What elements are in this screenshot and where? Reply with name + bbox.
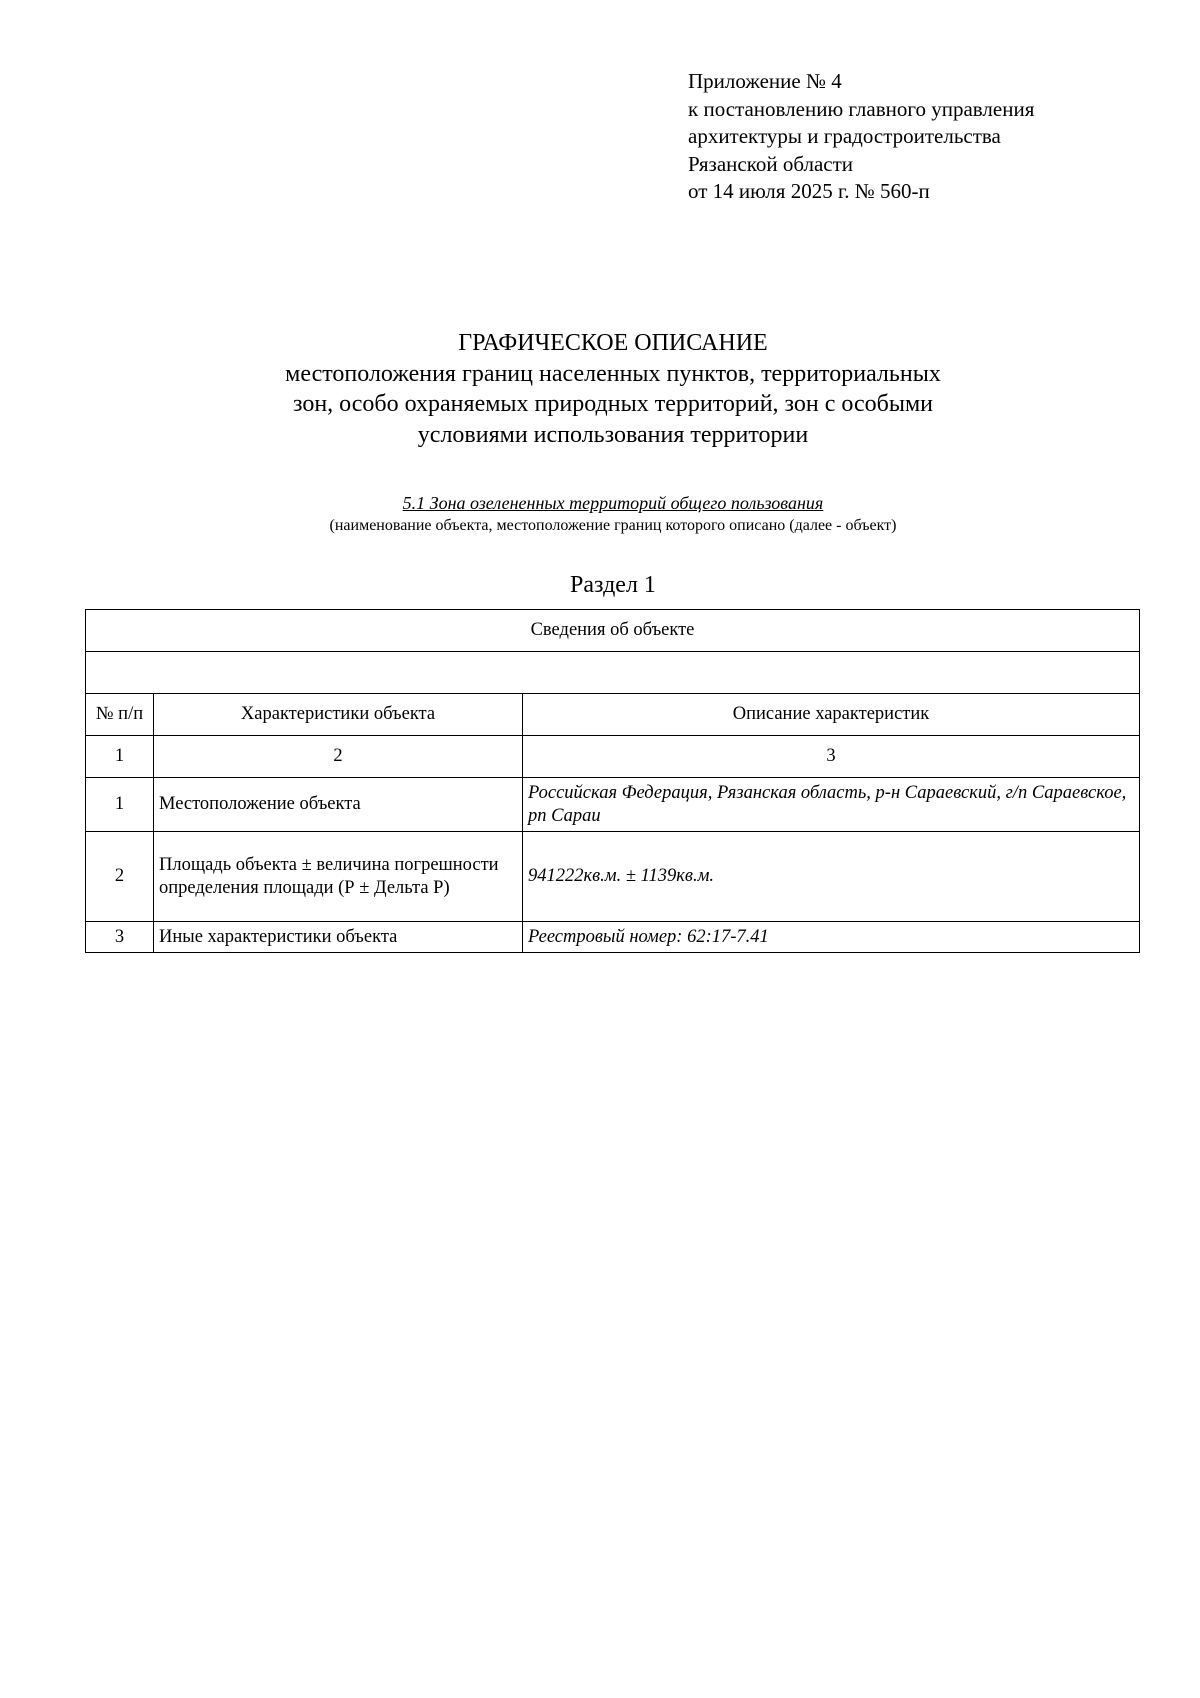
row-description: Реестровый номер: 62:17-7.41 — [523, 922, 1140, 953]
title-line: местоположения границ населенных пунктов, территориальных — [285, 360, 941, 387]
row-description: Российская Федерация, Рязанская область, р-н Сараевский, г/п Сараевское, рп Сараи — [523, 778, 1140, 832]
row-description: 941222кв.м. ± 1139кв.м. — [523, 832, 1140, 922]
appendix-header — [688, 68, 1034, 206]
table-heading-row — [86, 610, 1140, 652]
row-num: 2 — [86, 832, 154, 922]
row-characteristic: Местоположение объекта — [154, 778, 523, 832]
column-number: 1 — [86, 736, 154, 778]
column-header-description: Описание характеристик — [523, 694, 1140, 736]
appendix-line: к постановлению главного управления — [688, 96, 1035, 121]
object-caption: (наименование объекта, местоположение границ которого описано (далее - объект) — [329, 517, 897, 534]
table-heading: Сведения об объекте — [86, 610, 1140, 652]
table-row — [86, 778, 1140, 832]
column-header-num: № п/п — [86, 694, 154, 736]
row-characteristic: Площадь объекта ± величина погрешности определения площади (Р ± Дельта Р) — [154, 832, 523, 922]
appendix-line: Приложение № 4 — [688, 69, 842, 93]
row-num: 1 — [86, 778, 154, 832]
object-info-table — [85, 609, 1140, 953]
column-header-characteristic: Характеристики объекта — [154, 694, 523, 736]
table-row — [86, 832, 1140, 922]
title-line: ГРАФИЧЕСКОЕ ОПИСАНИЕ — [458, 330, 768, 356]
column-numbers-row — [86, 736, 1140, 778]
table-header-row — [86, 694, 1140, 736]
appendix-line: архитектуры и градостроительства — [688, 124, 1001, 148]
document-title — [0, 328, 1200, 450]
table-row — [86, 922, 1140, 953]
column-number: 3 — [523, 736, 1140, 778]
column-number: 2 — [154, 736, 523, 778]
table-empty-cell — [86, 652, 1140, 694]
row-characteristic: Иные характеристики объекта — [154, 922, 523, 953]
title-line: условиями использования территории — [417, 421, 809, 448]
appendix-line: Рязанской области — [688, 151, 854, 176]
appendix-line: от 14 июля 2025 г. № 560-п — [688, 179, 930, 203]
title-line: зон, особо охраняемых природных территорий, зон с особыми — [292, 391, 934, 417]
row-num: 3 — [86, 922, 154, 953]
object-name: 5.1 Зона озелененных территорий общего пользования — [402, 493, 824, 513]
section-title: Раздел 1 — [570, 572, 656, 598]
table-empty-row — [86, 652, 1140, 694]
